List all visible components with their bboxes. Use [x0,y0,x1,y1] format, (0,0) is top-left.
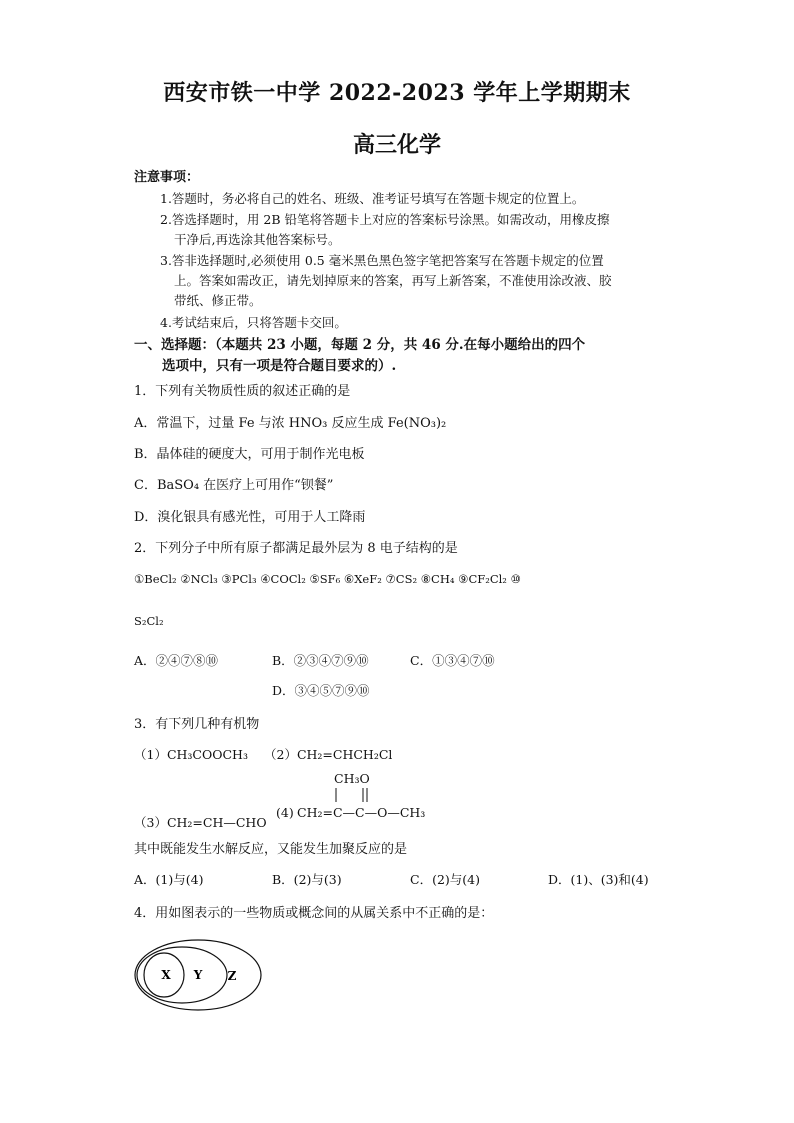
option-b: B．(2)与(3) [272,872,342,887]
compound-4-substituent: CH₃O [334,771,370,786]
label-x: X [161,968,171,982]
option-d: D．③④⑤⑦⑨⑩ [272,683,370,698]
option-b: B．晶体硅的硬度大，可用于制作光电板 [134,447,365,462]
note-item: 上。答案如需改正，请先划掉原来的答案，再写上新答案，不准使用涂改液、胶 [174,273,612,288]
note-item: 干净后,再选涂其他答案标号。 [174,232,341,247]
molecule-list-cont: S₂Cl₂ [134,614,164,628]
compound-3: （3）CH₂=CH—CHO [134,815,267,830]
note-item: 2.答选择题时，用 2B 铅笔将答题卡上对应的答案标号涂黑。如需改动，用橡皮擦 [160,212,610,227]
option-d: D．(1)、(3)和(4) [548,872,649,887]
nested-set-diagram [130,935,270,1015]
set-y-ellipse [137,947,227,1003]
option-a: A．(1)与(4) [134,872,204,887]
molecule-list: ①BeCl₂ ②NCl₃ ③PCl₃ ④COCl₂ ⑤SF₆ ⑥XeF₂ ⑦CS₂ ⑧CH₄ ⑨CF₂Cl₂ ⑩ [134,572,521,586]
label-y: Y [193,968,203,982]
compound-2: （2）CH₂=CHCH₂Cl [264,747,393,762]
question-stem: 3．有下列几种有机物 [134,717,260,732]
notes-heading: 注意事项： [134,170,200,185]
compound-4-main: CH₂=C—C—O—CH₃ [297,805,426,820]
note-item: 1.答题时，务必将自己的姓名、班级、准考证号填写在答题卡规定的位置上。 [160,191,585,206]
option-a: A．②④⑦⑧⑩ [134,653,219,668]
option-c: C．①③④⑦⑩ [410,653,495,668]
note-item: 带纸、修正带。 [174,293,262,308]
option-b: B．②③④⑦⑨⑩ [272,653,369,668]
option-d: D．溴化银具有感光性，可用于人工降雨 [134,510,366,525]
note-item: 3.答非选择题时,必须使用 0.5 毫米黑色黑色签字笔把答案写在答题卡规定的位置 [160,253,604,268]
exam-title: 西安市铁一中学 2022-2023 学年上学期期末 [163,80,631,106]
compound-4-bonds [330,786,390,804]
question-prompt: 其中既能发生水解反应，又能发生加聚反应的是 [134,842,408,857]
note-item: 4.考试结束后，只将答题卡交回。 [160,315,347,330]
question-stem: 4．用如图表示的一些物质或概念间的从属关系中不正确的是： [134,906,494,921]
section-line-1: 一、选择题：（本题共 23 小题，每题 2 分，共 46 分.在每小题给出的四个 [134,337,586,353]
section-line-2: 选项中，只有一项是符合题目要求的）. [162,358,397,374]
question-stem: 2．下列分子中所有原子都满足最外层为 8 电子结构的是 [134,541,458,556]
option-c: C．BaSO₄ 在医疗上可用作“钡餐” [134,478,334,493]
exam-subtitle: 高三化学 [352,132,441,158]
option-c: C．(2)与(4) [410,872,480,887]
option-a: A．常温下，过量 Fe 与浓 HNO₃ 反应生成 Fe(NO₃)₂ [134,416,447,431]
question-stem: 1．下列有关物质性质的叙述正确的是 [134,384,351,399]
compound-4-label: (4) [276,805,294,820]
label-z: Z [227,969,237,983]
compound-1: （1）CH₃COOCH₃ [134,747,248,762]
